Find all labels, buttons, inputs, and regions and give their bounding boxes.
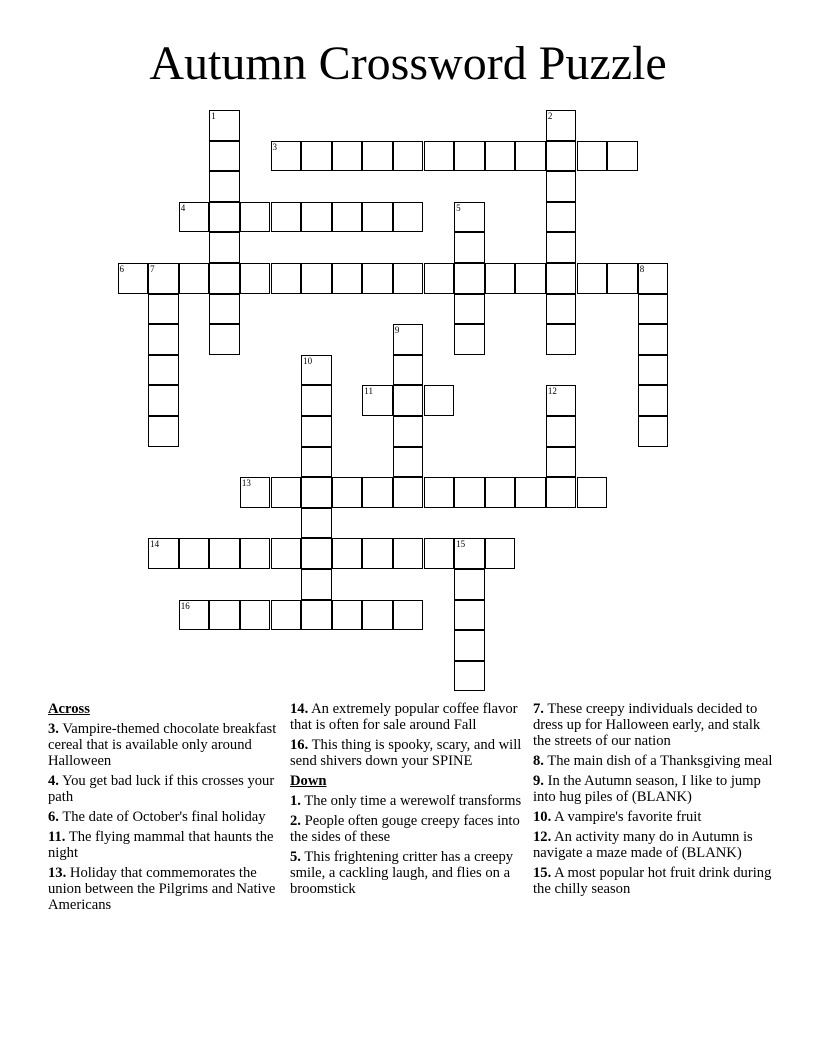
grid-cell[interactable] <box>148 538 179 569</box>
grid-cell[interactable] <box>301 569 332 600</box>
grid-cell[interactable] <box>424 477 455 508</box>
clue-across-4: 4. You get bad luck if this crosses your path <box>48 773 275 805</box>
grid-cell[interactable] <box>454 538 485 569</box>
page-title: Autumn Crossword Puzzle <box>149 37 667 90</box>
clue-number: 16 <box>180 600 190 611</box>
grid-cell[interactable] <box>546 477 577 508</box>
grid-cell[interactable] <box>332 263 363 294</box>
clue-number: 3 <box>272 141 277 152</box>
clue-number: 6 <box>119 264 124 274</box>
grid-cell[interactable] <box>148 294 179 325</box>
clue-number: 8 <box>639 264 645 274</box>
grid-cell[interactable] <box>485 263 516 294</box>
clue-number: 2 <box>547 111 553 121</box>
clue-across-3: 3. Vampire-themed chocolate breakfast cereal that is available only around Halloween <box>48 721 277 769</box>
grid-cell[interactable] <box>301 141 332 172</box>
grid-cell[interactable] <box>393 355 424 386</box>
grid-cell[interactable] <box>577 477 608 508</box>
grid-cell[interactable] <box>454 294 485 325</box>
grid-cell[interactable] <box>179 538 210 569</box>
grid-cell[interactable] <box>209 263 240 294</box>
grid-cell[interactable] <box>577 141 608 172</box>
grid-cell[interactable] <box>332 202 363 233</box>
grid-cell[interactable] <box>393 416 424 447</box>
grid-cell[interactable] <box>240 477 271 508</box>
clue-down-10: 10. A vampire's favorite fruit <box>533 809 702 825</box>
grid-cell[interactable] <box>301 385 332 416</box>
grid-cell[interactable] <box>546 263 577 294</box>
grid-cell[interactable] <box>638 385 669 416</box>
grid-cell[interactable] <box>638 355 669 386</box>
grid-cell[interactable] <box>362 202 393 233</box>
grid-cell[interactable] <box>148 324 179 355</box>
grid-cell[interactable] <box>546 171 577 202</box>
grid-cell[interactable] <box>454 477 485 508</box>
grid-cell[interactable] <box>332 141 363 172</box>
grid-cell[interactable] <box>393 600 424 631</box>
grid-cell[interactable] <box>546 202 577 233</box>
clue-down-7: 7. These creepy individuals decided to dress up for Halloween early, and stalk the streets of our nation <box>533 701 761 749</box>
grid-cell[interactable] <box>454 569 485 600</box>
clue-number: 4 <box>180 202 186 213</box>
grid-cell[interactable] <box>240 263 271 294</box>
grid-cell[interactable] <box>607 141 638 172</box>
grid-cell[interactable] <box>577 263 608 294</box>
clue-number: 13 <box>241 478 251 489</box>
grid-cell[interactable] <box>209 538 240 569</box>
grid-cell[interactable] <box>362 477 393 508</box>
clue-down-2: 2. People often gouge creepy faces into the sides of these <box>290 813 520 845</box>
grid-cell[interactable] <box>393 263 424 294</box>
grid-cell[interactable] <box>638 324 669 355</box>
grid-cell[interactable] <box>240 538 271 569</box>
grid-cell[interactable] <box>209 324 240 355</box>
down-heading: Down <box>290 773 327 789</box>
grid-cell[interactable] <box>209 600 240 631</box>
grid-cell[interactable] <box>393 477 424 508</box>
grid-cell[interactable] <box>209 294 240 325</box>
grid-cell[interactable] <box>332 477 363 508</box>
grid-cell[interactable] <box>301 202 332 233</box>
grid-cell[interactable] <box>179 202 210 233</box>
grid-cell[interactable] <box>638 416 669 447</box>
grid-cell[interactable] <box>301 538 332 569</box>
grid-cell[interactable] <box>424 538 455 569</box>
grid-cell[interactable] <box>638 294 669 325</box>
clue-number: 5 <box>456 202 461 213</box>
grid-cell[interactable] <box>546 294 577 325</box>
clue-across-16: 16. This thing is spooky, scary, and will send shivers down your SPINE <box>290 737 522 769</box>
grid-cell[interactable] <box>515 141 546 172</box>
grid-cell[interactable] <box>209 141 240 172</box>
clue-down-1: 1. The only time a werewolf transforms <box>290 793 522 809</box>
grid-cell[interactable] <box>546 232 577 263</box>
grid-cell[interactable] <box>148 416 179 447</box>
grid-cell[interactable] <box>301 477 332 508</box>
grid-cell[interactable] <box>546 447 577 478</box>
grid-cell[interactable] <box>301 600 332 631</box>
grid-cell[interactable] <box>393 202 424 233</box>
grid-cell[interactable] <box>454 661 485 692</box>
clue-number: 1 <box>211 111 216 121</box>
clue-down-5: 5. This frightening critter has a creepy smile, a cackling laugh, and flies on a broomstick <box>290 849 514 897</box>
grid-cell[interactable] <box>393 324 424 355</box>
grid-cell[interactable] <box>179 263 210 294</box>
clue-across-6: 6. The date of October's final holiday <box>48 809 266 825</box>
grid-cell[interactable] <box>393 141 424 172</box>
grid-cell[interactable] <box>485 477 516 508</box>
grid-cell[interactable] <box>454 600 485 631</box>
grid-cell[interactable] <box>393 447 424 478</box>
grid-cell[interactable] <box>393 385 424 416</box>
grid-cell[interactable] <box>454 324 485 355</box>
grid-cell[interactable] <box>118 263 149 294</box>
grid-cell[interactable] <box>546 385 577 416</box>
grid-cell[interactable] <box>454 263 485 294</box>
clue-number: 15 <box>456 539 466 550</box>
grid-cell[interactable] <box>240 600 271 631</box>
clue-across-13: 13. Holiday that commemorates the union between the Pilgrims and Native Americans <box>48 865 276 913</box>
grid-cell[interactable] <box>271 538 302 569</box>
grid-cell[interactable] <box>454 232 485 263</box>
clue-number: 10 <box>303 355 313 366</box>
grid-cell[interactable] <box>148 355 179 386</box>
clue-column-1 <box>48 701 280 917</box>
grid-cell[interactable] <box>271 477 302 508</box>
clue-number: 12 <box>547 386 557 397</box>
grid-cell[interactable] <box>271 600 302 631</box>
grid-cell[interactable] <box>638 263 669 294</box>
grid-cell[interactable] <box>454 630 485 661</box>
grid-cell[interactable] <box>362 263 393 294</box>
clue-column-2 <box>290 701 526 901</box>
clue-column-3 <box>533 701 773 901</box>
clue-down-12: 12. An activity many do in Autumn is navigate a maze made of (BLANK) <box>533 829 753 861</box>
grid-cell[interactable] <box>179 600 210 631</box>
grid-cell[interactable] <box>209 171 240 202</box>
grid-cell[interactable] <box>148 385 179 416</box>
grid-cell[interactable] <box>148 263 179 294</box>
grid-cell[interactable] <box>271 141 302 172</box>
grid-cell[interactable] <box>301 263 332 294</box>
clue-number: 14 <box>150 539 160 550</box>
grid-cell[interactable] <box>362 538 393 569</box>
grid-cell[interactable] <box>301 416 332 447</box>
clue-number: 11 <box>364 386 373 397</box>
grid-cell[interactable] <box>424 263 455 294</box>
grid-cell[interactable] <box>271 263 302 294</box>
clue-number: 7 <box>150 264 155 274</box>
grid-cell[interactable] <box>240 202 271 233</box>
grid-cell[interactable] <box>607 263 638 294</box>
clue-across-14: 14. An extremely popular coffee flavor that is often for sale around Fall <box>290 701 518 733</box>
grid-cell[interactable] <box>546 110 577 141</box>
grid-cell[interactable] <box>454 202 485 233</box>
grid-cell[interactable] <box>424 385 455 416</box>
grid-cell[interactable] <box>362 385 393 416</box>
grid-cell[interactable] <box>301 447 332 478</box>
clue-down-9: 9. In the Autumn season, I like to jump into hug piles of (BLANK) <box>533 773 761 805</box>
grid-cell[interactable] <box>362 141 393 172</box>
grid-cell[interactable] <box>424 141 455 172</box>
grid-cell[interactable] <box>301 508 332 539</box>
clue-number: 9 <box>394 325 400 336</box>
grid-cell[interactable] <box>209 110 240 141</box>
grid-cell[interactable] <box>485 141 516 172</box>
grid-cell[interactable] <box>332 538 363 569</box>
clue-down-15: 15. A most popular hot fruit drink during the chilly season <box>533 865 772 897</box>
grid-cell[interactable] <box>454 141 485 172</box>
grid-cell[interactable] <box>546 324 577 355</box>
grid-cell[interactable] <box>209 202 240 233</box>
across-heading: Across <box>48 701 90 717</box>
grid-cell[interactable] <box>271 202 302 233</box>
grid-cell[interactable] <box>515 477 546 508</box>
grid-cell[interactable] <box>515 263 546 294</box>
grid-cell[interactable] <box>546 416 577 447</box>
grid-cell[interactable] <box>362 600 393 631</box>
grid-cell[interactable] <box>301 355 332 386</box>
grid-cell[interactable] <box>485 538 516 569</box>
grid-cell[interactable] <box>209 232 240 263</box>
grid-cell[interactable] <box>393 538 424 569</box>
grid-cell[interactable] <box>332 600 363 631</box>
clue-down-8: 8. The main dish of a Thanksgiving meal <box>533 753 773 769</box>
clue-across-11: 11. The flying mammal that haunts the night <box>48 829 274 861</box>
grid-cell[interactable] <box>546 141 577 172</box>
